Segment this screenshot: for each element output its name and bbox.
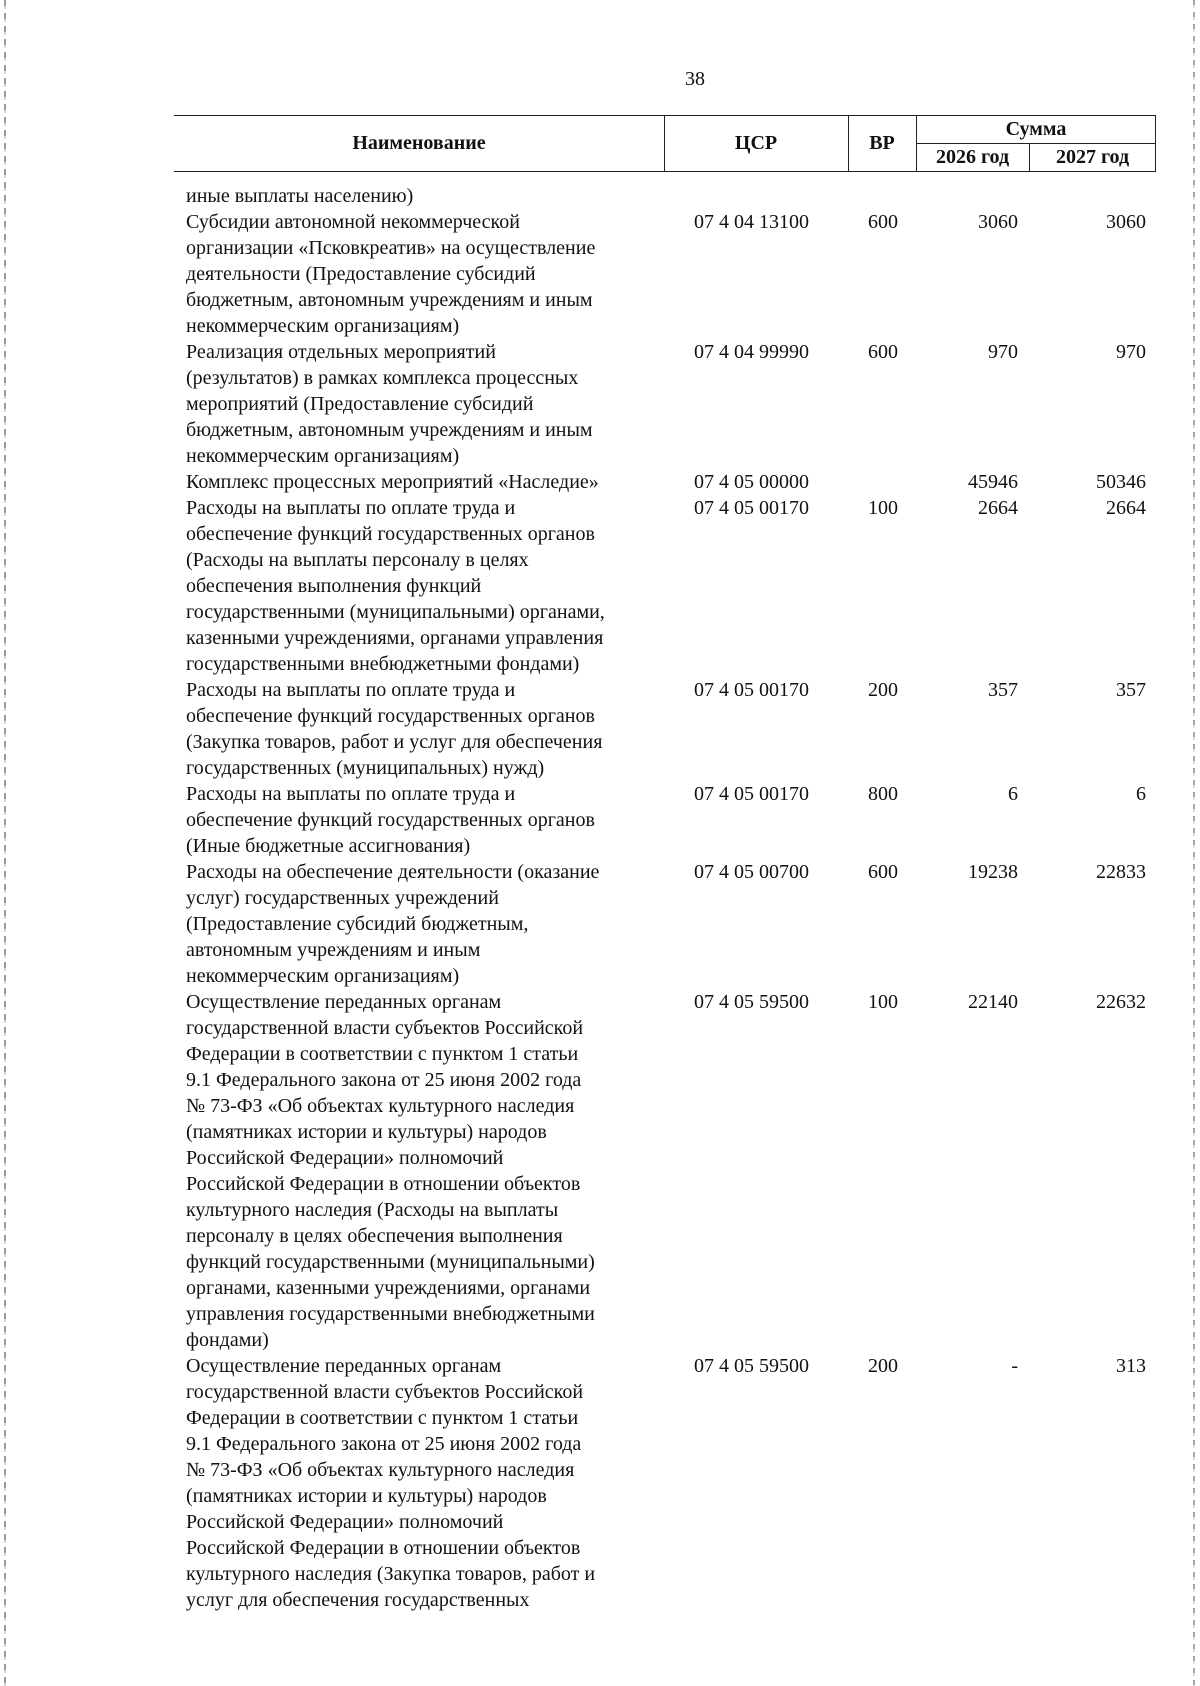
row-sum-2027: 22632 xyxy=(1096,991,1146,1013)
header-year-2027: 2027 год xyxy=(1055,145,1130,168)
page-number: 38 xyxy=(685,68,705,90)
row-csr: 07 4 05 00700 xyxy=(694,861,809,883)
row-csr: 07 4 05 00170 xyxy=(694,679,809,701)
row-csr: 07 4 04 99990 xyxy=(694,341,809,363)
table-row xyxy=(0,495,1200,677)
row-vr: 200 xyxy=(868,679,898,701)
row-csr: 07 4 05 59500 xyxy=(694,991,809,1013)
row-name: Расходы на обеспечение деятельности (оказание услуг) государственных учреждений (Предоставление субсидий бюджетным, автономным учреждениям и иным некоммерческим организациям) xyxy=(186,861,600,987)
table-row xyxy=(0,339,1200,469)
row-csr: 07 4 05 00170 xyxy=(694,497,809,519)
row-sum-2027: 313 xyxy=(1116,1355,1146,1377)
row-vr: 600 xyxy=(868,211,898,233)
row-csr: 07 4 05 59500 xyxy=(694,1355,809,1377)
row-vr: 100 xyxy=(868,991,898,1013)
header-name: Наименование xyxy=(352,131,486,154)
row-vr: 800 xyxy=(868,783,898,805)
row-name: Субсидии автономной некоммерческой организации «Псковкреатив» на осуществление деятельности (Предоставление субсидий бюджетным, автономным учреждениям и иным некоммерческим организациям) xyxy=(186,211,596,337)
row-sum-2027: 357 xyxy=(1116,679,1146,701)
row-sum-2027: 50346 xyxy=(1096,471,1146,493)
table-body xyxy=(0,183,1200,1613)
row-sum-2027: 6 xyxy=(1136,783,1146,805)
table-row xyxy=(0,677,1200,781)
row-sum-2026: 357 xyxy=(988,679,1018,701)
row-vr: 200 xyxy=(868,1355,898,1377)
row-name: иные выплаты населению) xyxy=(186,185,414,207)
row-sum-2027: 2664 xyxy=(1106,497,1146,519)
row-sum-2026: 2664 xyxy=(978,497,1018,519)
row-name: Реализация отдельных мероприятий (результатов) в рамках комплекса процессных мероприятий (Предоставление субсидий бюджетным, автономным учреждениям и иным некоммерческим организациям) xyxy=(186,341,593,467)
table-row xyxy=(0,469,1200,495)
row-sum-2027: 22833 xyxy=(1096,861,1146,883)
row-csr: 07 4 04 13100 xyxy=(694,211,809,233)
row-vr: 100 xyxy=(868,497,898,519)
row-vr: 600 xyxy=(868,341,898,363)
row-name: Расходы на выплаты по оплате труда и обеспечение функций государственных органов (Закупка товаров, работ и услуг для обеспечения государственных (муниципальных) нужд) xyxy=(186,679,603,779)
row-name: Осуществление переданных органам государственной власти субъектов Российской Федерации в соответствии с пунктом 1 статьи 9.1 Федерального закона от 25 июня 2002 года № 73-ФЗ «Об объектах культурного наследия (памятниках истории и культуры) народов Российской Федерации» полномочий Российской Федерации в отношении объектов культурного наследия (Расходы на выплаты персоналу в целях обеспечения выполнения функций государственными (муниципальными) органами, казенными учреждениями, органами управления государственными внебюджетными фондами) xyxy=(186,991,595,1351)
table-row xyxy=(0,209,1200,339)
row-sum-2026: - xyxy=(1011,1355,1018,1377)
row-csr: 07 4 05 00170 xyxy=(694,783,809,805)
row-csr: 07 4 05 00000 xyxy=(694,471,809,493)
row-sum-2026: 3060 xyxy=(978,211,1018,233)
table-row xyxy=(0,859,1200,989)
table-header xyxy=(174,115,1156,171)
row-name: Расходы на выплаты по оплате труда и обеспечение функций государственных органов (Расходы на выплаты персоналу в целях обеспечения выполнения функций государственными (муниципальными) органами, казенными учреждениями, органами управления государственными внебюджетными фондами) xyxy=(186,497,605,675)
header-bottom-rule xyxy=(174,171,1156,172)
row-vr: 600 xyxy=(868,861,898,883)
row-sum-2026: 45946 xyxy=(968,471,1018,493)
row-sum-2027: 970 xyxy=(1116,341,1146,363)
table-row xyxy=(0,781,1200,859)
row-name: Комплекс процессных мероприятий «Наследие» xyxy=(186,471,599,493)
row-sum-2027: 3060 xyxy=(1106,211,1146,233)
table-row xyxy=(0,989,1200,1353)
row-name: Расходы на выплаты по оплате труда и обеспечение функций государственных органов (Иные бюджетные ассигнования) xyxy=(186,783,595,857)
row-sum-2026: 6 xyxy=(1008,783,1018,805)
row-sum-2026: 22140 xyxy=(968,991,1018,1013)
row-sum-2026: 970 xyxy=(988,341,1018,363)
row-name: Осуществление переданных органам государственной власти субъектов Российской Федерации в соответствии с пунктом 1 статьи 9.1 Федерального закона от 25 июня 2002 года № 73-ФЗ «Об объектах культурного наследия (памятниках истории и культуры) народов Российской Федерации» полномочий Российской Федерации в отношении объектов культурного наследия (Закупка товаров, работ и услуг для обеспечения государственных xyxy=(186,1355,596,1611)
header-year-2026: 2026 год xyxy=(935,145,1010,168)
row-sum-2026: 19238 xyxy=(968,861,1018,883)
header-csr: ЦСР xyxy=(734,131,778,154)
table-row xyxy=(0,183,1200,209)
header-sum: Сумма xyxy=(1005,117,1067,140)
table-row xyxy=(0,1353,1200,1613)
header-vr: ВР xyxy=(869,131,895,154)
